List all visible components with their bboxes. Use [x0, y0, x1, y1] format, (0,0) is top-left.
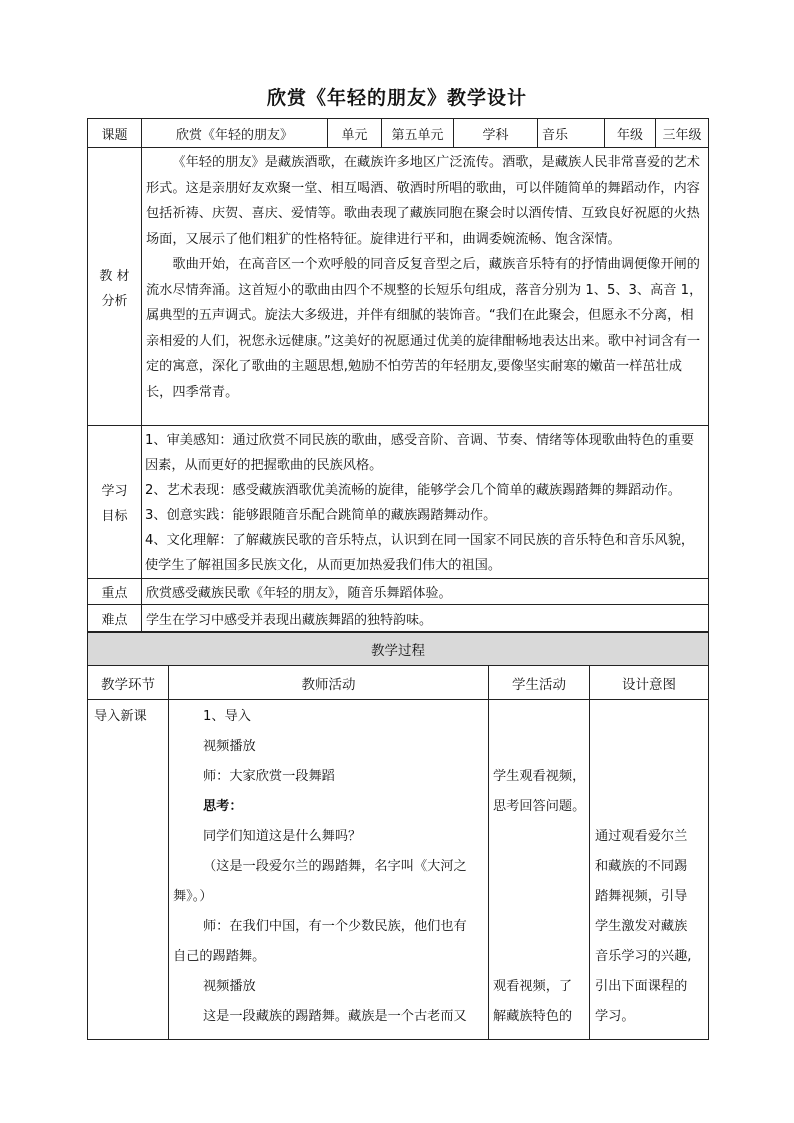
objectives-label-line1: 学习: [101, 484, 128, 499]
analysis-label-line2: 分析: [101, 293, 128, 309]
analysis-paragraph: 《年轻的朋友》是藏族酒歌，在藏族许多地区广泛流传。酒歌，是藏族人民非常喜爱的艺术形式。这是亲朋好友欢聚一堂、相互喝酒、敬酒时所唱的歌曲，可以伴随简单的舞蹈动作，内容包括祈祷、庆贺、喜庆、爱情等。歌曲表现了藏族同胞在聚会时以酒传情、互致良好祝愿的火热场面，又展示了他们粗犷的性格特征。旋律进行平和，曲调委婉流畅、饱含深情。: [146, 155, 700, 247]
objectives-row: [88, 426, 709, 579]
intent-line: 和藏族的不同踢: [595, 859, 688, 874]
col-stage: 教学环节: [88, 666, 169, 700]
teacher-line: 舞》。）: [173, 889, 213, 904]
teacher-line: 师：大家欣赏一段舞蹈: [203, 769, 335, 784]
intent-line: 音乐学习的兴趣,: [595, 949, 692, 964]
teacher-activity: [169, 700, 489, 1040]
teacher-line: 自己的踢踏舞。: [173, 949, 266, 964]
topic-value: 欣赏《年轻的朋友》: [142, 119, 328, 148]
teacher-line: 思考：: [203, 799, 243, 814]
teacher-line: 1、导入: [203, 709, 251, 724]
intent-line: 学生激发对藏族: [595, 919, 688, 934]
intent-line: 踏舞视频，引导: [595, 889, 688, 904]
subject-label: 学科: [454, 119, 538, 148]
objective-item: 3、创意实践：能够跟随音乐配合跳简单的藏族踢踏舞动作。: [145, 508, 497, 523]
objectives-content: [142, 426, 709, 579]
analysis-label: [88, 148, 142, 426]
teacher-line: 同学们知道这是什么舞吗？: [203, 829, 362, 844]
objective-item: 4、文化理解：了解藏族民歌的音乐特点，认识到在同一国家不同民族的音乐特色和音乐风貌，使学生了解祖国多民族文化，从而更加热爱我们伟大的祖国。: [145, 533, 695, 573]
student-line: 观看视频，了: [493, 979, 573, 994]
col-teacher: 教师活动: [169, 666, 489, 700]
intent-line: 学习。: [595, 1009, 635, 1024]
process-header: 教学过程: [88, 633, 709, 666]
teacher-line: 这是一段藏族的踢踏舞。藏族是一个古老而又: [203, 1009, 467, 1024]
teaching-process-table: [87, 632, 709, 1040]
teacher-line: 视频播放: [203, 739, 256, 754]
grade-label: 年级: [605, 119, 656, 148]
unit-label: 单元: [328, 119, 382, 148]
process-columns-row: [88, 666, 709, 700]
intent-line: 通过观看爱尔兰: [595, 829, 688, 844]
info-row: [88, 119, 709, 148]
difficulty-row: [88, 605, 709, 632]
key-point-text: 欣赏感受藏族民歌《年轻的朋友》，随音乐舞蹈体验。: [142, 579, 709, 605]
subject-value: 音乐: [538, 119, 605, 148]
objectives-label: [88, 426, 142, 579]
student-line: 学生观看视频，: [493, 769, 586, 784]
key-point-label: 重点: [88, 579, 142, 605]
lesson-info-table: [87, 118, 709, 632]
student-line: 思考回答问题。: [493, 799, 586, 814]
student-activity: [489, 700, 590, 1040]
analysis-row: [88, 148, 709, 426]
stage-cell: 导入新课: [88, 700, 169, 1040]
topic-label: 课题: [88, 119, 142, 148]
grade-value: 三年级: [656, 119, 709, 148]
process-row: [88, 700, 709, 1040]
key-point-row: [88, 579, 709, 605]
difficulty-text: 学生在学习中感受并表现出藏族舞蹈的独特韵味。: [142, 605, 709, 632]
objectives-label-line2: 目标: [101, 509, 128, 524]
unit-value: 第五单元: [382, 119, 454, 148]
difficulty-label: 难点: [88, 605, 142, 632]
analysis-label-line1: 教 材: [99, 268, 130, 284]
col-intent: 设计意图: [590, 666, 709, 700]
teacher-line: 师：在我们中国，有一个少数民族，他们也有: [203, 919, 467, 934]
col-student: 学生活动: [489, 666, 590, 700]
objective-item: 2、艺术表现：感受藏族酒歌优美流畅的旋律，能够学会几个简单的藏族踢踏舞的舞蹈动作。: [145, 483, 681, 498]
analysis-content: [142, 148, 709, 426]
document-title: 欣赏《年轻的朋友》教学设计: [266, 87, 527, 109]
analysis-paragraph: 歌曲开始，在高音区一个欢呼般的同音反复音型之后，藏族音乐特有的抒情曲调便像开闸的流水尽情奔涌。这首短小的歌曲由四个不规整的长短乐句组成，落音分别为 1、5、3、高音 1，属典型的五声调式。旋法大多级进，并伴有细腻的装饰音。“我们在此聚会，但愿永不分离，相亲相爱的人们，祝您永远健康。”这美好的祝愿通过优美的旋律酣畅地表达出来。歌中衬词含有一定的寓意，深化了歌曲的主题思想,勉励不怕劳苦的年轻朋友,要像坚实耐寒的嫩苗一样茁壮成长，四季常青。: [146, 257, 703, 400]
process-header-row: [88, 633, 709, 666]
design-intent: [590, 700, 709, 1040]
student-line: 解藏族特色的: [493, 1009, 573, 1024]
objective-item: 1、审美感知：通过欣赏不同民族的歌曲，感受音阶、音调、节奏、情绪等体现歌曲特色的重要因素，从而更好的把握歌曲的民族风格。: [145, 433, 695, 473]
intent-line: 引出下面课程的: [595, 979, 688, 994]
teacher-line: （这是一段爱尔兰的踢踏舞，名字叫《大河之: [203, 859, 467, 874]
teacher-line: 视频播放: [203, 979, 256, 994]
